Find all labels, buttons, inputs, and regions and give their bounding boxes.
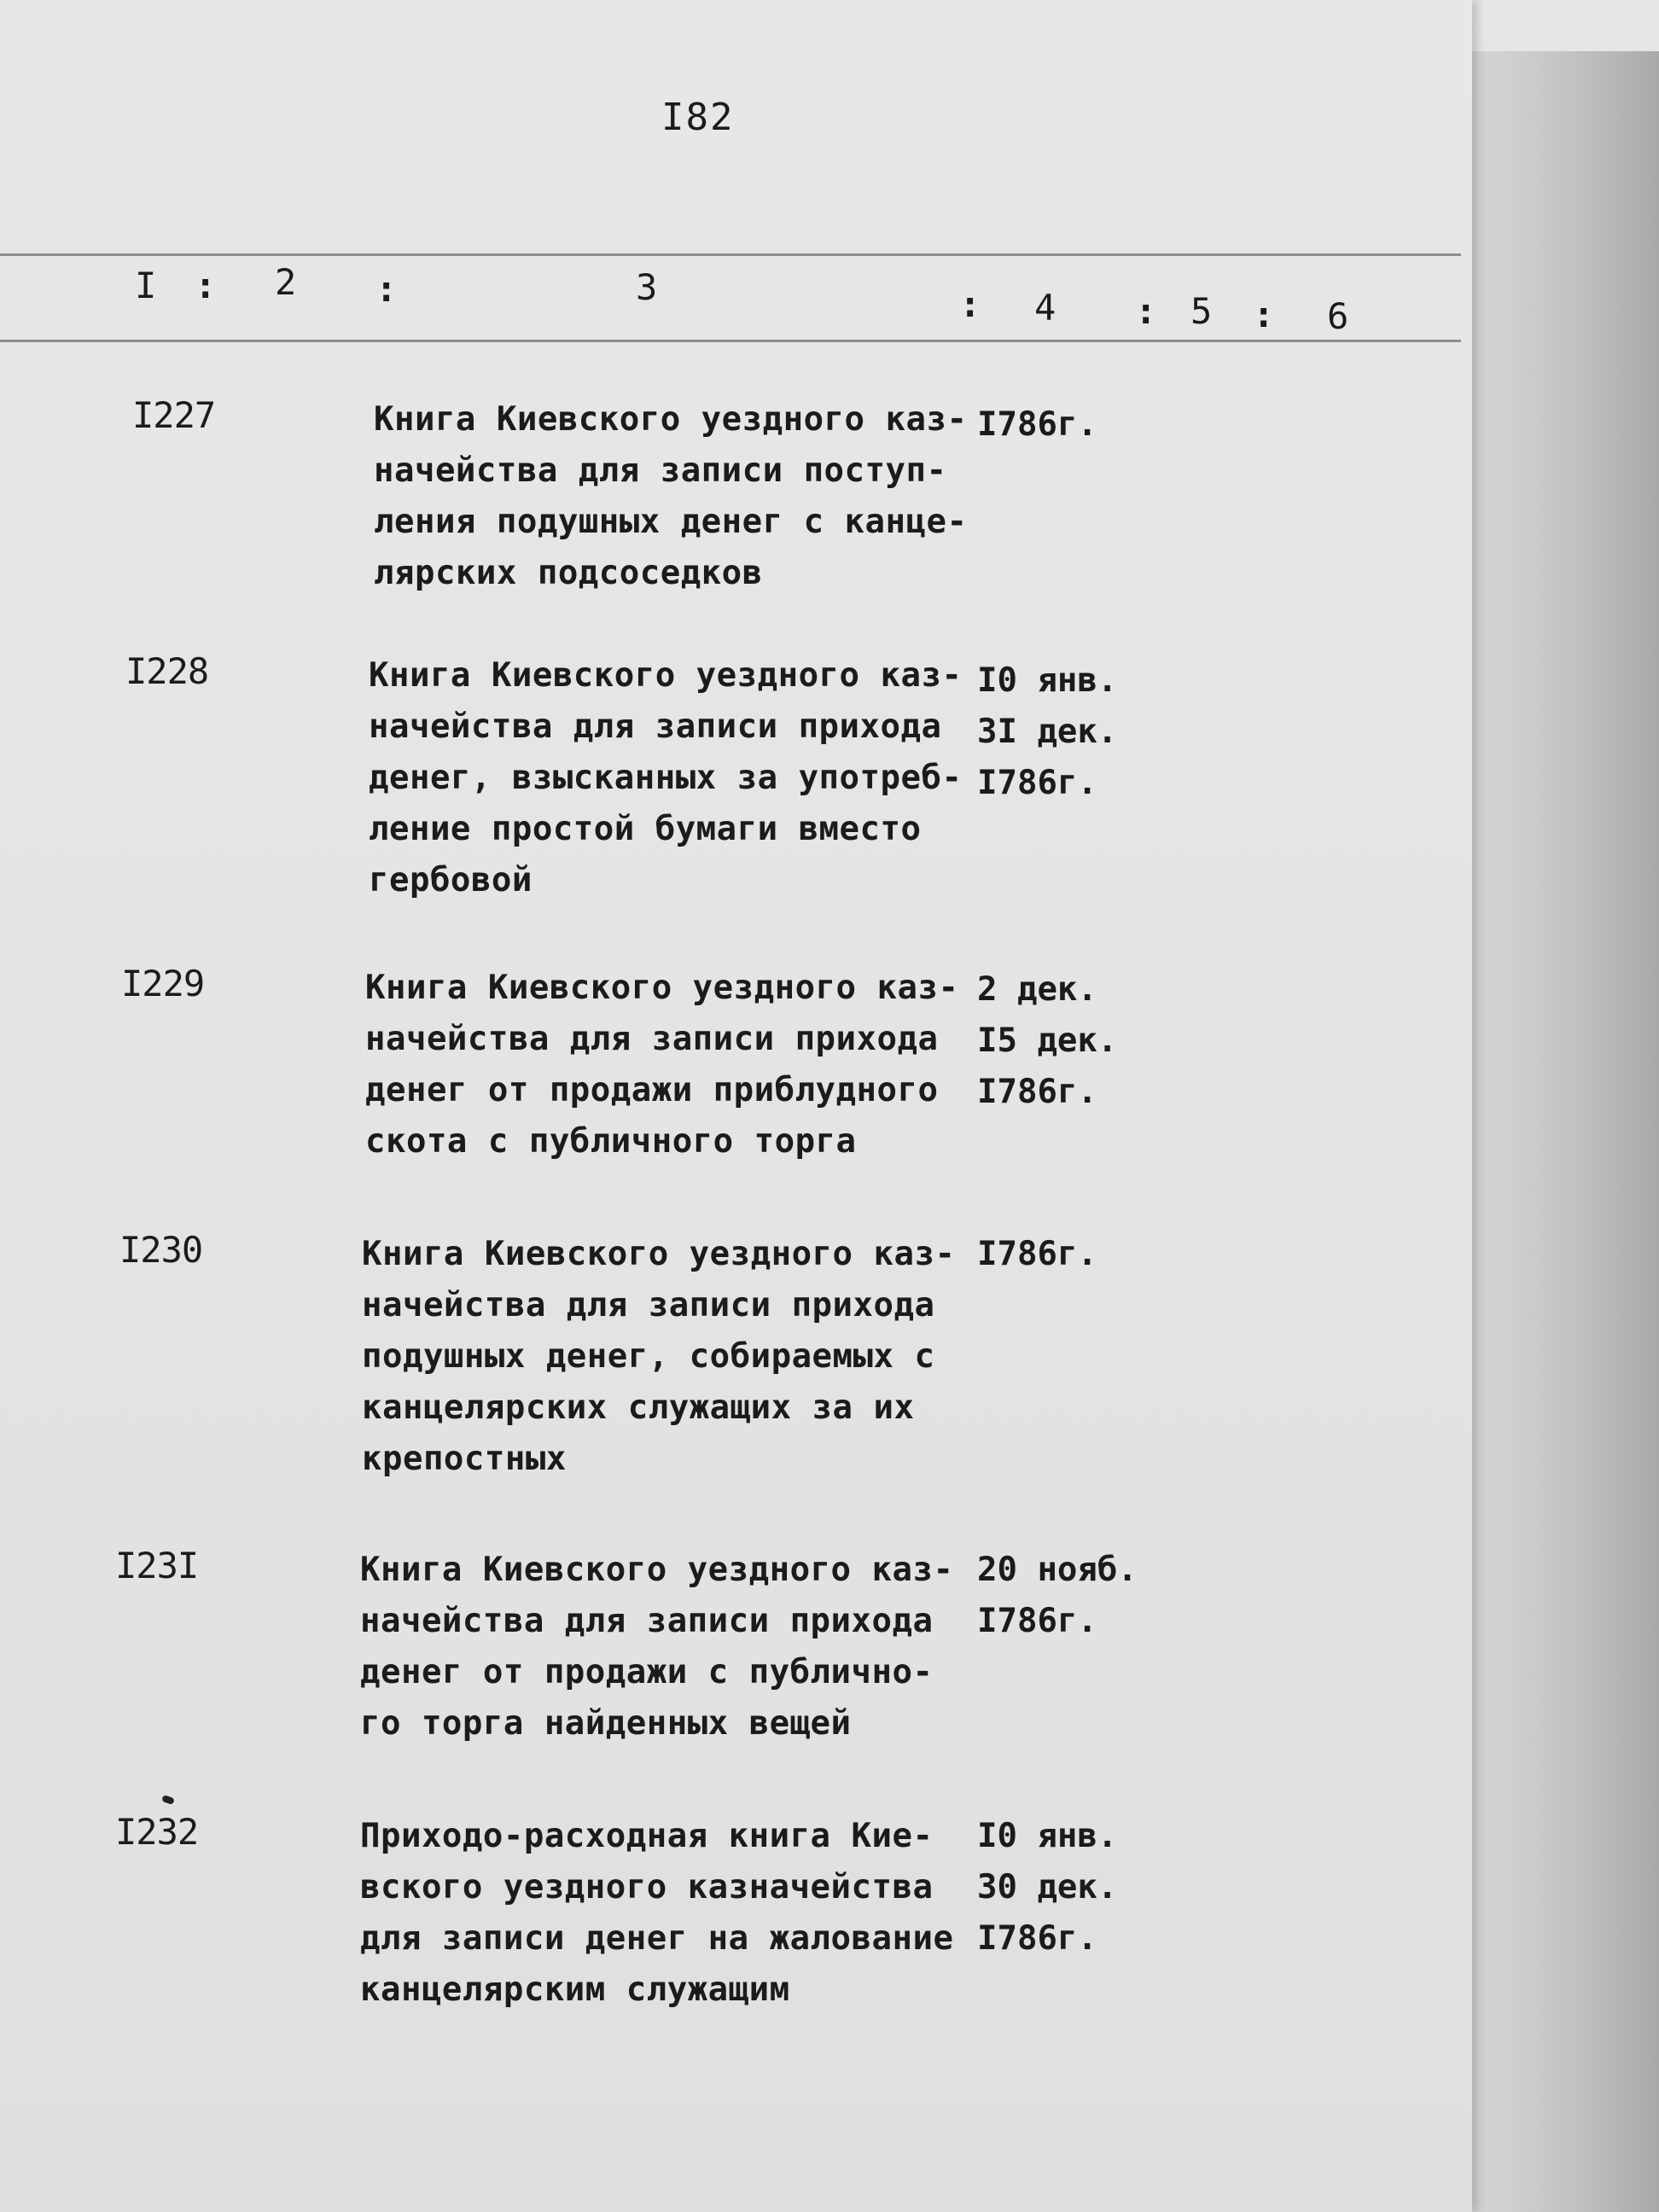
description-line: лярских подсоседков: [374, 554, 763, 592]
description-line: денег от продажи приблудного: [365, 1071, 939, 1109]
entry-number: I229: [121, 963, 205, 1004]
description-line: начейства для записи поступ-: [374, 451, 947, 490]
date-line: I786г.: [977, 1602, 1097, 1640]
description-line: го торга найденных вещей: [360, 1704, 852, 1743]
description-line: начейства для записи прихода: [369, 707, 942, 746]
date-line: I0 янв.: [977, 1817, 1118, 1855]
column-header-4: 4: [1034, 287, 1057, 329]
entry-dates: [977, 655, 1117, 809]
description-line: начейства для записи прихода: [362, 1286, 935, 1324]
description-line: Книга Киевского уездного каз-: [365, 969, 959, 1007]
description-line: начейства для записи прихода: [360, 1602, 934, 1640]
entry-number: I230: [119, 1229, 203, 1271]
column-separator: :: [959, 283, 981, 325]
entry-description: [360, 1811, 953, 2016]
date-line: 20 нояб.: [977, 1551, 1138, 1589]
entry-description: [360, 1545, 953, 1749]
description-line: начейства для записи прихода: [365, 1020, 939, 1058]
description-line: канцелярских служащих за их: [362, 1388, 915, 1427]
date-line: I786г.: [977, 1235, 1097, 1273]
date-line: I786г.: [977, 1919, 1097, 1958]
header-rule-bottom: [0, 340, 1461, 342]
entry-number: I23I: [115, 1545, 199, 1586]
entry-description: [369, 650, 962, 906]
entry-dates: [977, 964, 1117, 1118]
description-line: скота с публичного торга: [365, 1122, 857, 1161]
date-line: 30 дек.: [977, 1868, 1118, 1906]
description-line: Книга Киевского уездного каз-: [362, 1235, 956, 1273]
column-header-2: 2: [275, 261, 297, 303]
column-header-3: 3: [636, 266, 658, 308]
date-line: I5 дек.: [977, 1022, 1118, 1060]
entry-number: I227: [132, 394, 216, 436]
column-separator: :: [375, 268, 398, 310]
entry-description: [374, 394, 967, 599]
description-line: денег от продажи с публично-: [360, 1653, 934, 1691]
description-line: Книга Киевского уездного каз-: [360, 1551, 954, 1589]
column-separator: :: [1135, 290, 1157, 332]
entry-description: [365, 963, 958, 1167]
entry-number: I228: [125, 650, 209, 692]
date-line: 2 дек.: [977, 970, 1097, 1009]
date-line: 3I дек.: [977, 713, 1118, 751]
description-line: ление простой бумаги вместо: [369, 810, 922, 848]
column-separator: :: [195, 265, 217, 306]
description-line: крепостных: [362, 1440, 567, 1478]
description-line: канцелярским служащим: [360, 1970, 790, 2009]
description-line: для записи денег на жалование: [360, 1919, 954, 1958]
description-line: Приходо-расходная книга Кие-: [360, 1817, 934, 1855]
page-stack-edge: [1451, 51, 1659, 2212]
page-number: I82: [661, 96, 735, 139]
entry-dates: [977, 1811, 1117, 1965]
entry-number: I232: [115, 1811, 199, 1853]
description-line: денег, взысканных за употреб-: [369, 759, 963, 797]
header-rule-top: [0, 253, 1461, 256]
column-header-5: 5: [1190, 290, 1213, 332]
description-line: Книга Киевского уездного каз-: [369, 656, 963, 695]
entry-dates: [977, 1545, 1138, 1647]
date-line: I786г.: [977, 764, 1097, 802]
ink-mark: [161, 1795, 175, 1805]
description-line: гербовой: [369, 861, 533, 899]
description-line: вского уездного казначейства: [360, 1868, 934, 1906]
entry-dates: [977, 399, 1097, 451]
column-header-6: 6: [1327, 295, 1349, 337]
column-separator: :: [1253, 294, 1275, 335]
entry-description: [362, 1229, 955, 1485]
date-line: I0 янв.: [977, 661, 1118, 700]
description-line: ления подушных денег с канце-: [374, 503, 968, 541]
description-line: подушных денег, собираемых с: [362, 1337, 935, 1376]
date-line: I786г.: [977, 1073, 1097, 1111]
column-header-1: I: [135, 265, 157, 306]
description-line: Книга Киевского уездного каз-: [374, 400, 968, 439]
date-line: I786г.: [977, 405, 1097, 444]
entry-dates: [977, 1229, 1097, 1280]
